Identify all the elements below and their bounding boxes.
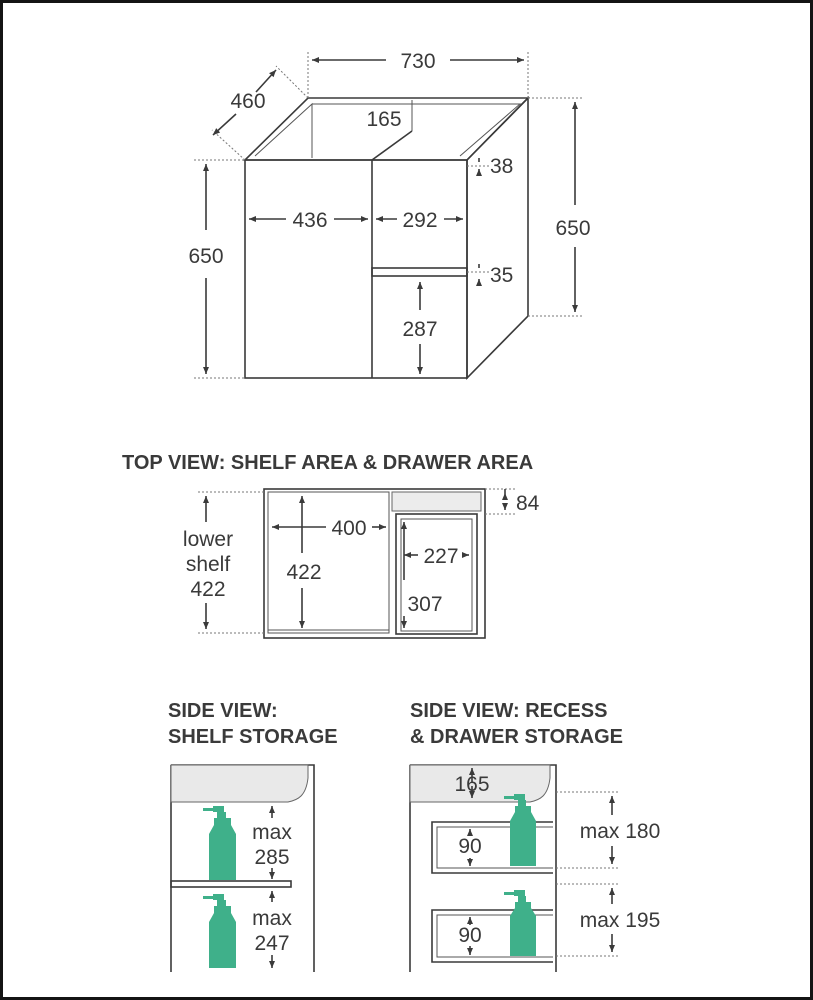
cabinet-height-left-label: 650: [188, 245, 224, 268]
recess-depth-label: 165: [366, 108, 402, 131]
back-depth-label: 84: [516, 492, 540, 515]
lower-max-value: 247: [254, 932, 290, 955]
side-shelf-heading-line2: SHELF STORAGE: [168, 726, 338, 748]
drawer-width-label: 292: [402, 209, 438, 232]
side-recess-depth-label: 165: [454, 773, 490, 796]
recess-back-strip: [392, 492, 481, 511]
drawer-area-depth-label: 307: [407, 593, 443, 616]
cabinet-right-side: [467, 98, 528, 378]
cabinet-height-right-label: 650: [555, 217, 591, 240]
recess-wall: [372, 131, 412, 160]
side-view-shelf-section: [168, 700, 338, 972]
cabinet-depth-label: 460: [230, 90, 266, 113]
side-recess-heading-line1: SIDE VIEW: RECESS: [410, 700, 608, 722]
upper-max-value: 285: [254, 846, 290, 869]
side-shelf-heading-line1: SIDE VIEW:: [168, 700, 278, 722]
basin-recess-shape: [171, 765, 308, 802]
shelf-width-label: 436: [292, 209, 328, 232]
side-recess-heading-line2: & DRAWER STORAGE: [410, 726, 623, 748]
upper-max-storage-label: max 180: [579, 820, 661, 843]
bottle-icon-drawer-upper: [504, 794, 536, 866]
lower-shelf-value: 422: [190, 578, 226, 601]
drawer-rail: [372, 268, 467, 276]
drawer-height-label: 287: [402, 318, 438, 341]
lower-max-storage-label: max 195: [579, 909, 661, 932]
top-rail-label: 38: [490, 155, 514, 178]
drawer-area-outer: [396, 514, 477, 634]
lower-max-label: max: [252, 907, 292, 930]
top-view-section: [122, 452, 540, 638]
shelf-area-depth-label: 422: [286, 561, 322, 584]
bottle-icon-upper: [203, 806, 236, 880]
lower-shelf-label-line2: shelf: [185, 553, 231, 576]
cabinet-3d-view: [188, 50, 590, 378]
lower-shelf-label-line1: lower: [182, 528, 234, 551]
side-view-recess-section: [410, 700, 660, 972]
cabinet-width-label: 730: [400, 50, 436, 73]
bottle-icon-lower: [203, 894, 236, 968]
depth-arrow-lower: [213, 114, 236, 135]
top-view-heading: TOP VIEW: SHELF AREA & DRAWER AREA: [122, 452, 534, 474]
shelf-area-width-label: 400: [331, 517, 367, 540]
upper-max-label: max: [252, 821, 292, 844]
drawer-area-width-label: 227: [423, 545, 459, 568]
cabinet-front-face: [245, 160, 467, 378]
side-shelf-board: [171, 881, 291, 887]
upper-drawer-height-label: 90: [458, 835, 482, 858]
depth-arrow-upper: [256, 70, 276, 92]
bottle-icon-drawer-lower: [504, 890, 536, 956]
drawer-rail-label: 35: [490, 264, 514, 287]
lower-drawer-height-label: 90: [458, 924, 482, 947]
